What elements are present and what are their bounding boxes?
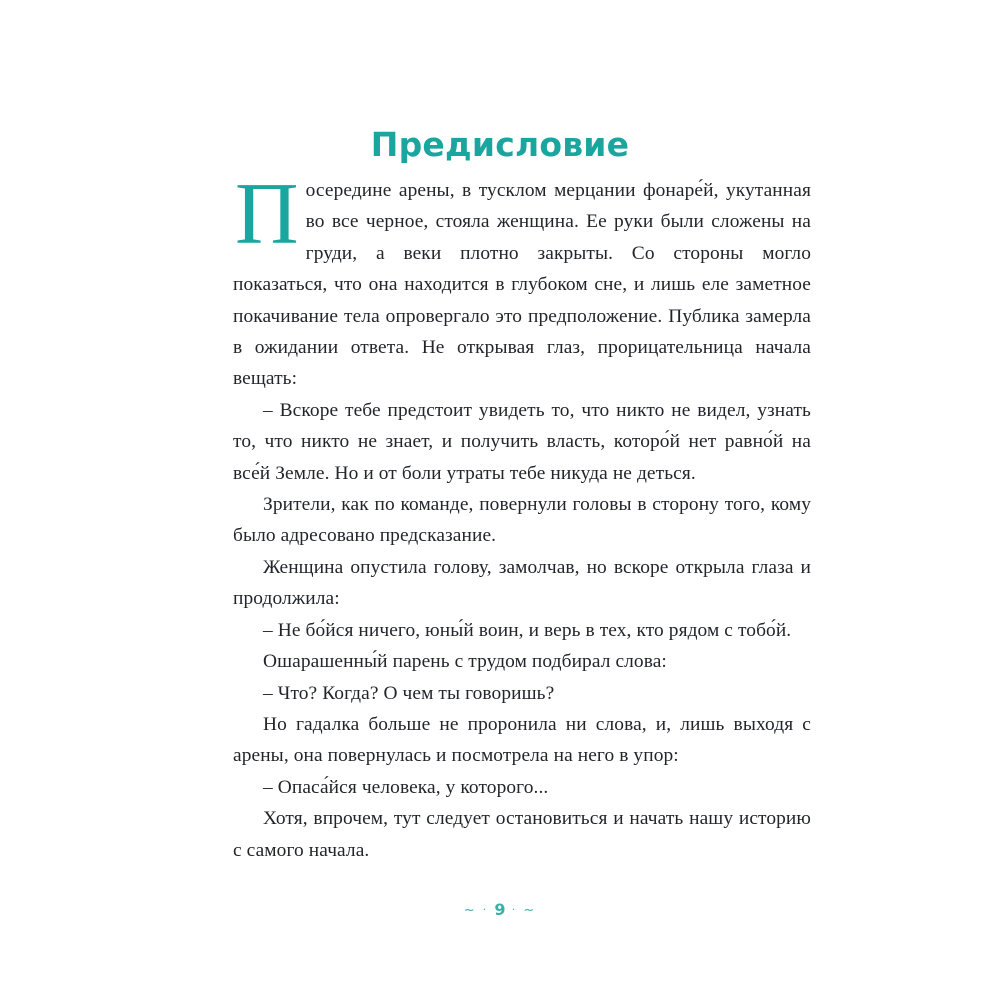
- paragraph-text: – Не бо́йся ничего, юны́й воин, и верь в тех, кто рядом с тобо́й.: [263, 619, 792, 641]
- paragraph: [233, 772, 811, 803]
- paragraph-text: осередине арены, в тусклом мерцании фонаре́й, укутанная во все черное, стояла женщина. Ее руки были сложены на груди, а веки плотно закрыты. Со стороны могло показаться, что она находится в глубоком сне, и лишь еле заметное покачивание тела опровергало это предположение. Публика замерла в ожидании ответа. Не открывая глаз, прорицательница начала вещать:: [233, 180, 811, 390]
- ornament-dot-right: ·: [511, 903, 518, 916]
- paragraph: [233, 489, 811, 552]
- drop-cap: П: [235, 166, 299, 263]
- paragraph: [233, 552, 811, 615]
- paragraph: [233, 166, 811, 395]
- paragraph-text: – Вскоре тебе предстоит увидеть то, что никто не видел, узнать то, что никто не знает, и получить власть, которо́й нет равно́й на все́й Земле. Но и от боли утраты тебе никуда не деться.: [233, 399, 811, 484]
- body-text-column: [233, 166, 811, 866]
- page-number: 9: [494, 900, 506, 919]
- paragraph: [233, 803, 811, 866]
- paragraph: [233, 615, 811, 646]
- page-footer-folio: [0, 900, 1000, 919]
- ornament-dot-left: ·: [482, 903, 489, 916]
- paragraph-text: Зрители, как по команде, повернули головы в сторону того, кому было адресовано предсказание.: [233, 494, 811, 547]
- paragraph: [233, 395, 811, 489]
- paragraph: [233, 678, 811, 709]
- paragraph-text: Женщина опустила голову, замолчав, но вскоре открыла глаза и продолжила:: [233, 556, 811, 610]
- paragraph-text: – Опаса́йся человека, у которого...: [263, 776, 549, 798]
- paragraph: [233, 709, 811, 772]
- ornament-tilde-right: ~: [523, 903, 537, 918]
- page-title: Предисловие: [370, 125, 630, 165]
- ornament-tilde-left: ~: [463, 903, 477, 918]
- paragraph-text: Но гадалка больше не проронила ни слова, и, лишь выходя с арены, она повернулась и посмотрела на него в упор:: [233, 713, 811, 767]
- paragraph-text: – Что? Когда? О чем ты говоришь?: [263, 682, 555, 704]
- paragraph: [233, 646, 811, 677]
- paragraph-text: Хотя, впрочем, тут следует остановиться и начать нашу историю с самого начала.: [233, 808, 811, 861]
- paragraph-text: Ошарашенны́й парень с трудом подбирал слова:: [263, 651, 667, 673]
